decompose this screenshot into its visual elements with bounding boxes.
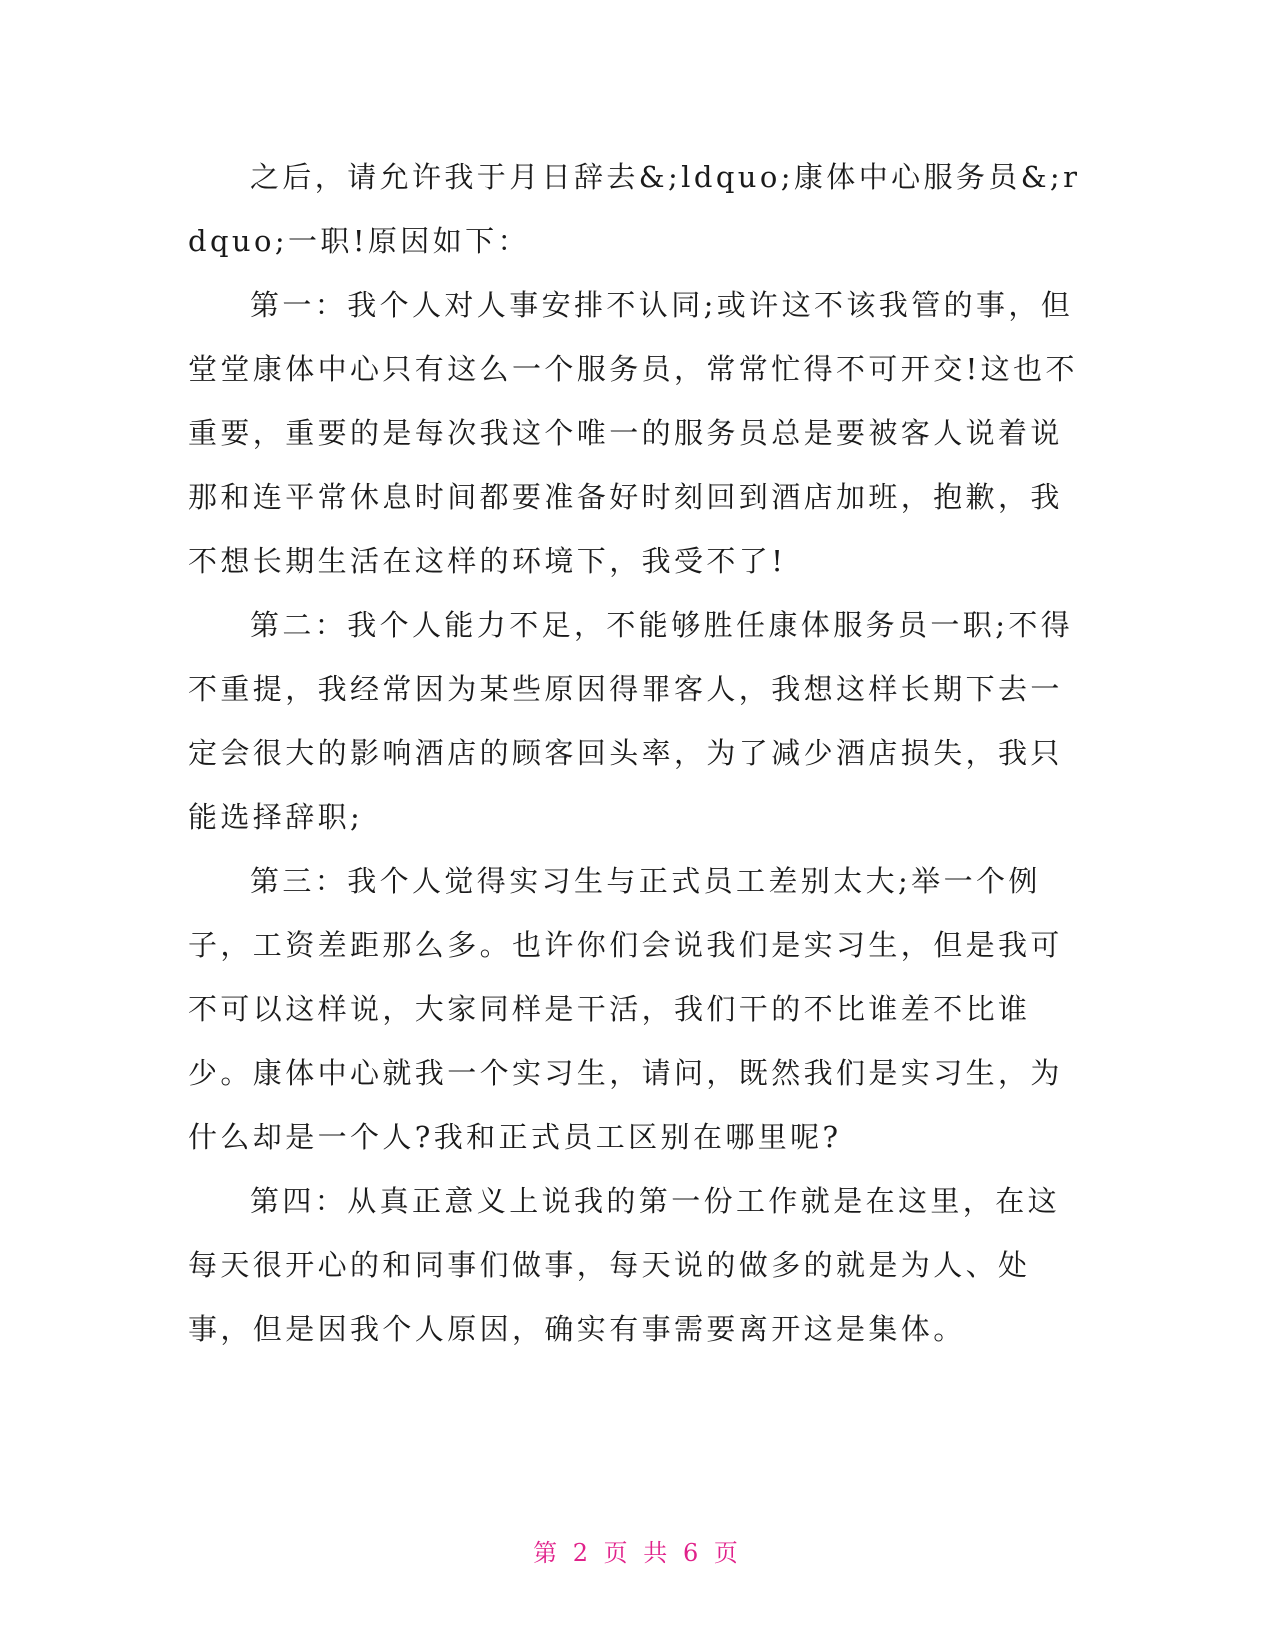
document-body [188,145,1088,1361]
page-footer [0,1533,1275,1568]
footer-middle: 页 共 [603,1539,672,1567]
paragraph-reason-4: 第四：从真正意义上说我的第一份工作就是在这里，在这每天很开心的和同事们做事，每天说的做多的就是为人、处事，但是因我个人原因，确实有事需要离开这是集体。 [188,1184,1061,1346]
footer-suffix: 页 [713,1539,742,1567]
footer-total-pages: 6 [682,1539,703,1567]
footer-prefix: 第 [533,1539,562,1567]
paragraph-intro: 之后，请允许我于月日辞去&;ldquo;康体中心服务员&;rdquo;一职!原因如下： [188,160,1081,258]
paragraph-reason-2: 第二：我个人能力不足，不能够胜任康体服务员一职;不得不重提，我经常因为某些原因得罪客人，我想这样长期下去一定会很大的影响酒店的顾客回头率，为了减少酒店损失，我只能选择辞职; [188,608,1074,834]
paragraph-reason-3: 第三：我个人觉得实习生与正式员工差别太大;举一个例子，工资差距那么多。也许你们会说我们是实习生，但是我可不可以这样说，大家同样是干活，我们干的不比谁差不比谁少。康体中心就我一个实习生，请问，既然我们是实习生，为什么却是一个人?我和正式员工区别在哪里呢? [188,864,1063,1154]
footer-current-page: 2 [572,1539,593,1567]
paragraph-reason-1: 第一：我个人对人事安排不认同;或许这不该我管的事，但堂堂康体中心只有这么一个服务员，常常忙得不可开交!这也不重要，重要的是每次我这个唯一的服务员总是要被客人说着说那和连平常休息时间都要准备好时刻回到酒店加班，抱歉，我不想长期生活在这样的环境下，我受不了! [188,288,1078,578]
